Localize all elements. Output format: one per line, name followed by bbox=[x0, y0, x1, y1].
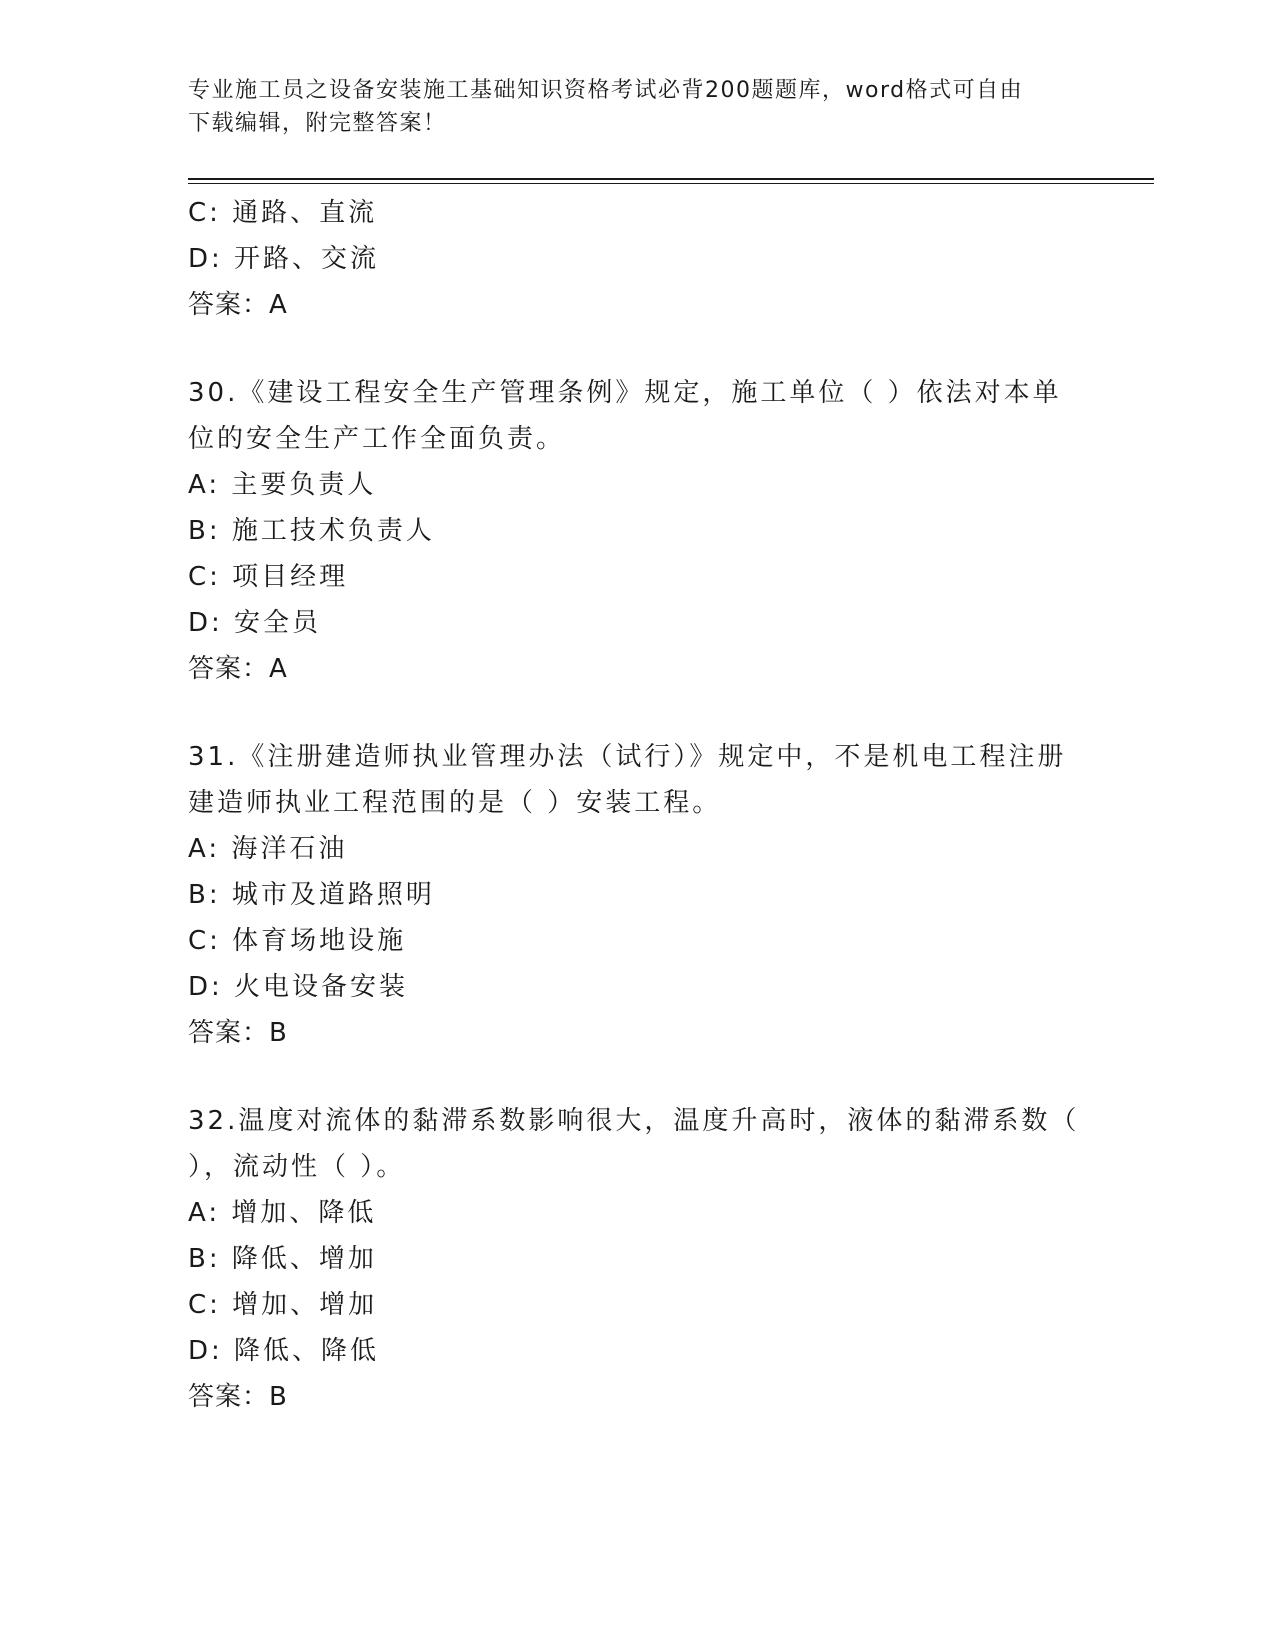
header-line: 下载编辑，附完整答案！ bbox=[188, 111, 447, 136]
option-d: D: 降低、降低 bbox=[188, 1336, 380, 1366]
option-b: B: 施工技术负责人 bbox=[188, 516, 435, 546]
option-d: D: 安全员 bbox=[188, 608, 322, 638]
option-d: D: 开路、交流 bbox=[188, 244, 380, 274]
option-c: C: 体育场地设施 bbox=[188, 926, 407, 956]
header-line: 专业施工员之设备安装施工基础知识资格考试必背200题题库，word格式可自由 bbox=[188, 78, 1024, 103]
option-a: A: 主要负责人 bbox=[188, 470, 377, 500]
option-c: C: 通路、直流 bbox=[188, 198, 378, 228]
option-d: D: 火电设备安装 bbox=[188, 972, 409, 1002]
question-stem-line: 31.《注册建造师执业管理办法（试行）》规定中，不是机电工程注册 bbox=[188, 742, 1067, 772]
answer-line: 答案：B bbox=[188, 1018, 288, 1048]
question-block-31 bbox=[188, 734, 1088, 1056]
question-stem-line: ），流动性（ ）。 bbox=[188, 1152, 406, 1182]
question-stem-line: 30.《建设工程安全生产管理条例》规定，施工单位（ ）依法对本单 bbox=[188, 378, 1062, 408]
document-body bbox=[188, 190, 1088, 1420]
option-b: B: 降低、增加 bbox=[188, 1244, 377, 1274]
question-block-30 bbox=[188, 370, 1088, 692]
question-stem-line: 位的安全生产工作全面负责。 bbox=[188, 424, 566, 454]
option-a: A: 海洋石油 bbox=[188, 834, 348, 864]
option-c: C: 增加、增加 bbox=[188, 1290, 378, 1320]
answer-line: 答案：A bbox=[188, 290, 288, 320]
question-block-32 bbox=[188, 1098, 1088, 1420]
option-b: B: 城市及道路照明 bbox=[188, 880, 435, 910]
header-divider-thin bbox=[188, 183, 1154, 184]
option-c: C: 项目经理 bbox=[188, 562, 349, 592]
header-divider-thick bbox=[188, 178, 1154, 180]
option-a: A: 增加、降低 bbox=[188, 1198, 377, 1228]
document-header bbox=[188, 74, 1088, 140]
question-stem-line: 建造师执业工程范围的是（ ）安装工程。 bbox=[188, 788, 722, 818]
answer-line: 答案：A bbox=[188, 654, 288, 684]
question-stem-line: 32.温度对流体的黏滞系数影响很大，温度升高时，液体的黏滞系数（ bbox=[188, 1106, 1080, 1136]
question-block-29-continued bbox=[188, 190, 1088, 328]
answer-line: 答案：B bbox=[188, 1382, 288, 1412]
